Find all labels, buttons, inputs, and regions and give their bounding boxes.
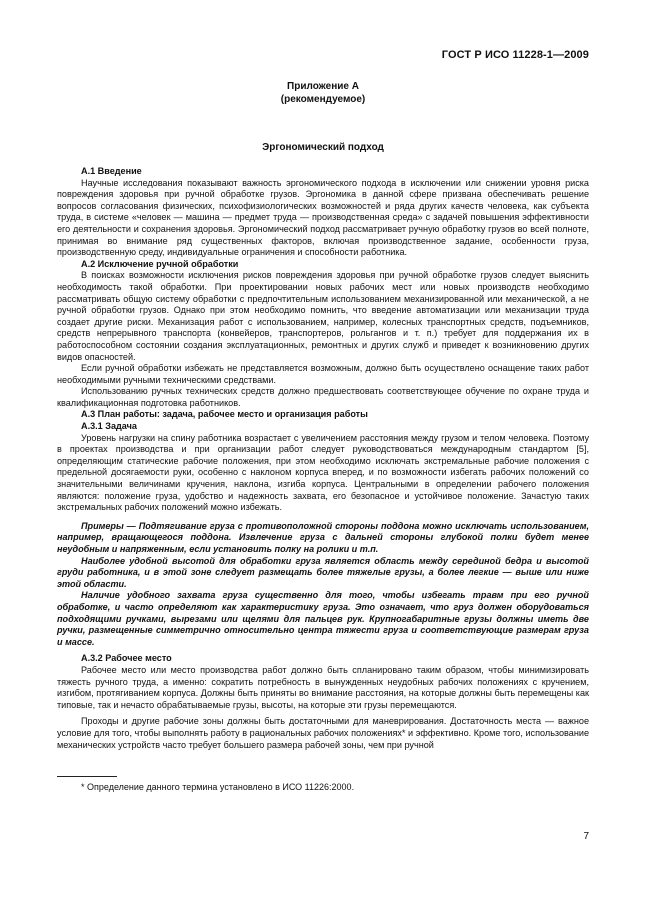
- paragraph: Рабочее место или место производства работ должно быть спланировано таким образом, чтобы минимизировать тяжесть ручного труда, а именно: сократить потребность в вынужденных неудобных рабочих положениях с кручением, изгибом, протягиванием корпуса. Должны быть приняты во внимание расстояния, на которые должны быть перемещены как типовые, так и нечасто обрабатываемые грузы, высоты, на которые эти грузы перемещаются.: [57, 664, 589, 710]
- paragraph: Если ручной обработки избежать не представляется возможным, должно быть осуществлено оснащение таких работ необходимыми ручными техническими средствами.: [57, 363, 589, 385]
- example-paragraph: Наличие удобного захвата груза существенно для того, чтобы избегать травм при его ручной обработке, и часто определяют как характеристику груза. Это означает, что груз должен оборудоваться подходящими ручками, вырезами или щелями для пальцев рук. Крупногабаритные грузы должны иметь две ручки, размещенные симметрично относительно центра тяжести груза и соответствующие размерам груза и массе.: [57, 590, 589, 647]
- paragraph: Проходы и другие рабочие зоны должны быть достаточными для маневрирования. Достаточность места — важное условие для того, чтобы выполнять работу в рациональных рабочих положениях* и эффективно. Кроме того, использование механических устройств часто требует большего размера рабочей зоны, чем при ручной: [57, 716, 589, 750]
- page-number: 7: [583, 831, 589, 842]
- annex-status: (рекомендуемое): [280, 94, 366, 105]
- section-a32-title: А.3.2 Рабочее место: [81, 653, 172, 664]
- footnote: * Определение данного термина установлено в ИСО 11226:2000.: [81, 782, 355, 792]
- document-id: ГОСТ Р ИСО 11228-1—2009: [441, 49, 589, 61]
- paragraph: Уровень нагрузки на спину работника возрастает с увеличением расстояния между грузом и телом человека. Поэтому в проектах производства и при организации работ следует руководствоваться международным стандартом [5], определяющим статические рабочие положения, при этом необходимо исключать экстремальные рабочие положения с предельной досягаемости руки, особенно с наклоном корпуса вперед, и по возможности избегать рабочих положений со значительными величинами кручения, наклона, изгиба корпуса. Центральными в определении рабочего положения являются: положение груза, удобство и надежность захвата, его безопасное и устойчивое положение. Зачастую таких экстремальных рабочих положений можно избежать.: [57, 432, 589, 513]
- section-a31-title: А.3.1 Задача: [81, 421, 137, 432]
- annex-block: [0, 80, 646, 106]
- footnote-separator: [57, 776, 117, 777]
- example-paragraph: Наиболее удобной высотой для обработки груза является область между серединой бедра и высотой груди работника, и в этой зоне следует размещать более тяжелые грузы, а более легкие — выше или ниже этой области.: [57, 555, 589, 589]
- example-paragraph: Примеры — Подтягивание груза с противоположной стороны поддона можно исключать использованием, например, вращающегося поддона. Извлечение груза с дальней стороны глубокой полки будет менее неудобным и напряженным, если установить полку на ролики и т.п.: [57, 520, 589, 554]
- annex-title: Приложение А: [287, 81, 359, 92]
- paragraph: Научные исследования показывают важность эргономического подхода в исключении или снижении уровня риска повреждения здоровья при ручной обработке грузов. Эргономика в данной сфере призвана обеспечивать решение вопросов согласования физических, психофизиологических возможностей и ряда других качеств человека, как субъекта труда, в системе «человек — машина — предмет труда — производственная среда» с задачей повышения эффективности его деятельности и сохранения здоровья. Эргономический подход рассматривает ручную обработку грузов во всей полноте, принимая во внимание ряд существенных факторов, включая производственное задание, особенности груза, производственную среду, индивидуальные ограничения и способности работника.: [57, 177, 589, 258]
- paragraph: В поисках возможности исключения рисков повреждения здоровья при ручной обработке грузов следует выяснить необходимость такой обработки. При проектировании новых рабочих мест или новых производств необходимо рассматривать общую систему обработки с предпочтительным использованием механизированной или механической, а не ручной обработки грузов. Однако при этом необходимо помнить, что введение автоматизации или механизации труда создает другие риски. Механизация работ с использованием, например, колесных транспортных средств, подъемников, средств непрерывного транспорта (конвейеров, транспортеров, рольгангов и т. п.) требует для поддержания их в работоспособном состоянии создания эксплуатационных, ремонтных и других служб и приведет к возникновению других видов опасностей.: [57, 270, 589, 362]
- paragraph: Использованию ручных технических средств должно предшествовать соответствующее обучение по охране труда и квалификационная подготовка работников.: [57, 386, 589, 408]
- section-heading: Эргономический подход: [262, 142, 384, 153]
- section-a3-title: А.3 План работы: задача, рабочее место и организация работы: [81, 409, 368, 420]
- document-body: [57, 166, 589, 751]
- section-a2-title: А.2 Исключение ручной обработки: [81, 258, 239, 269]
- section-a1-title: А.1 Введение: [81, 166, 142, 176]
